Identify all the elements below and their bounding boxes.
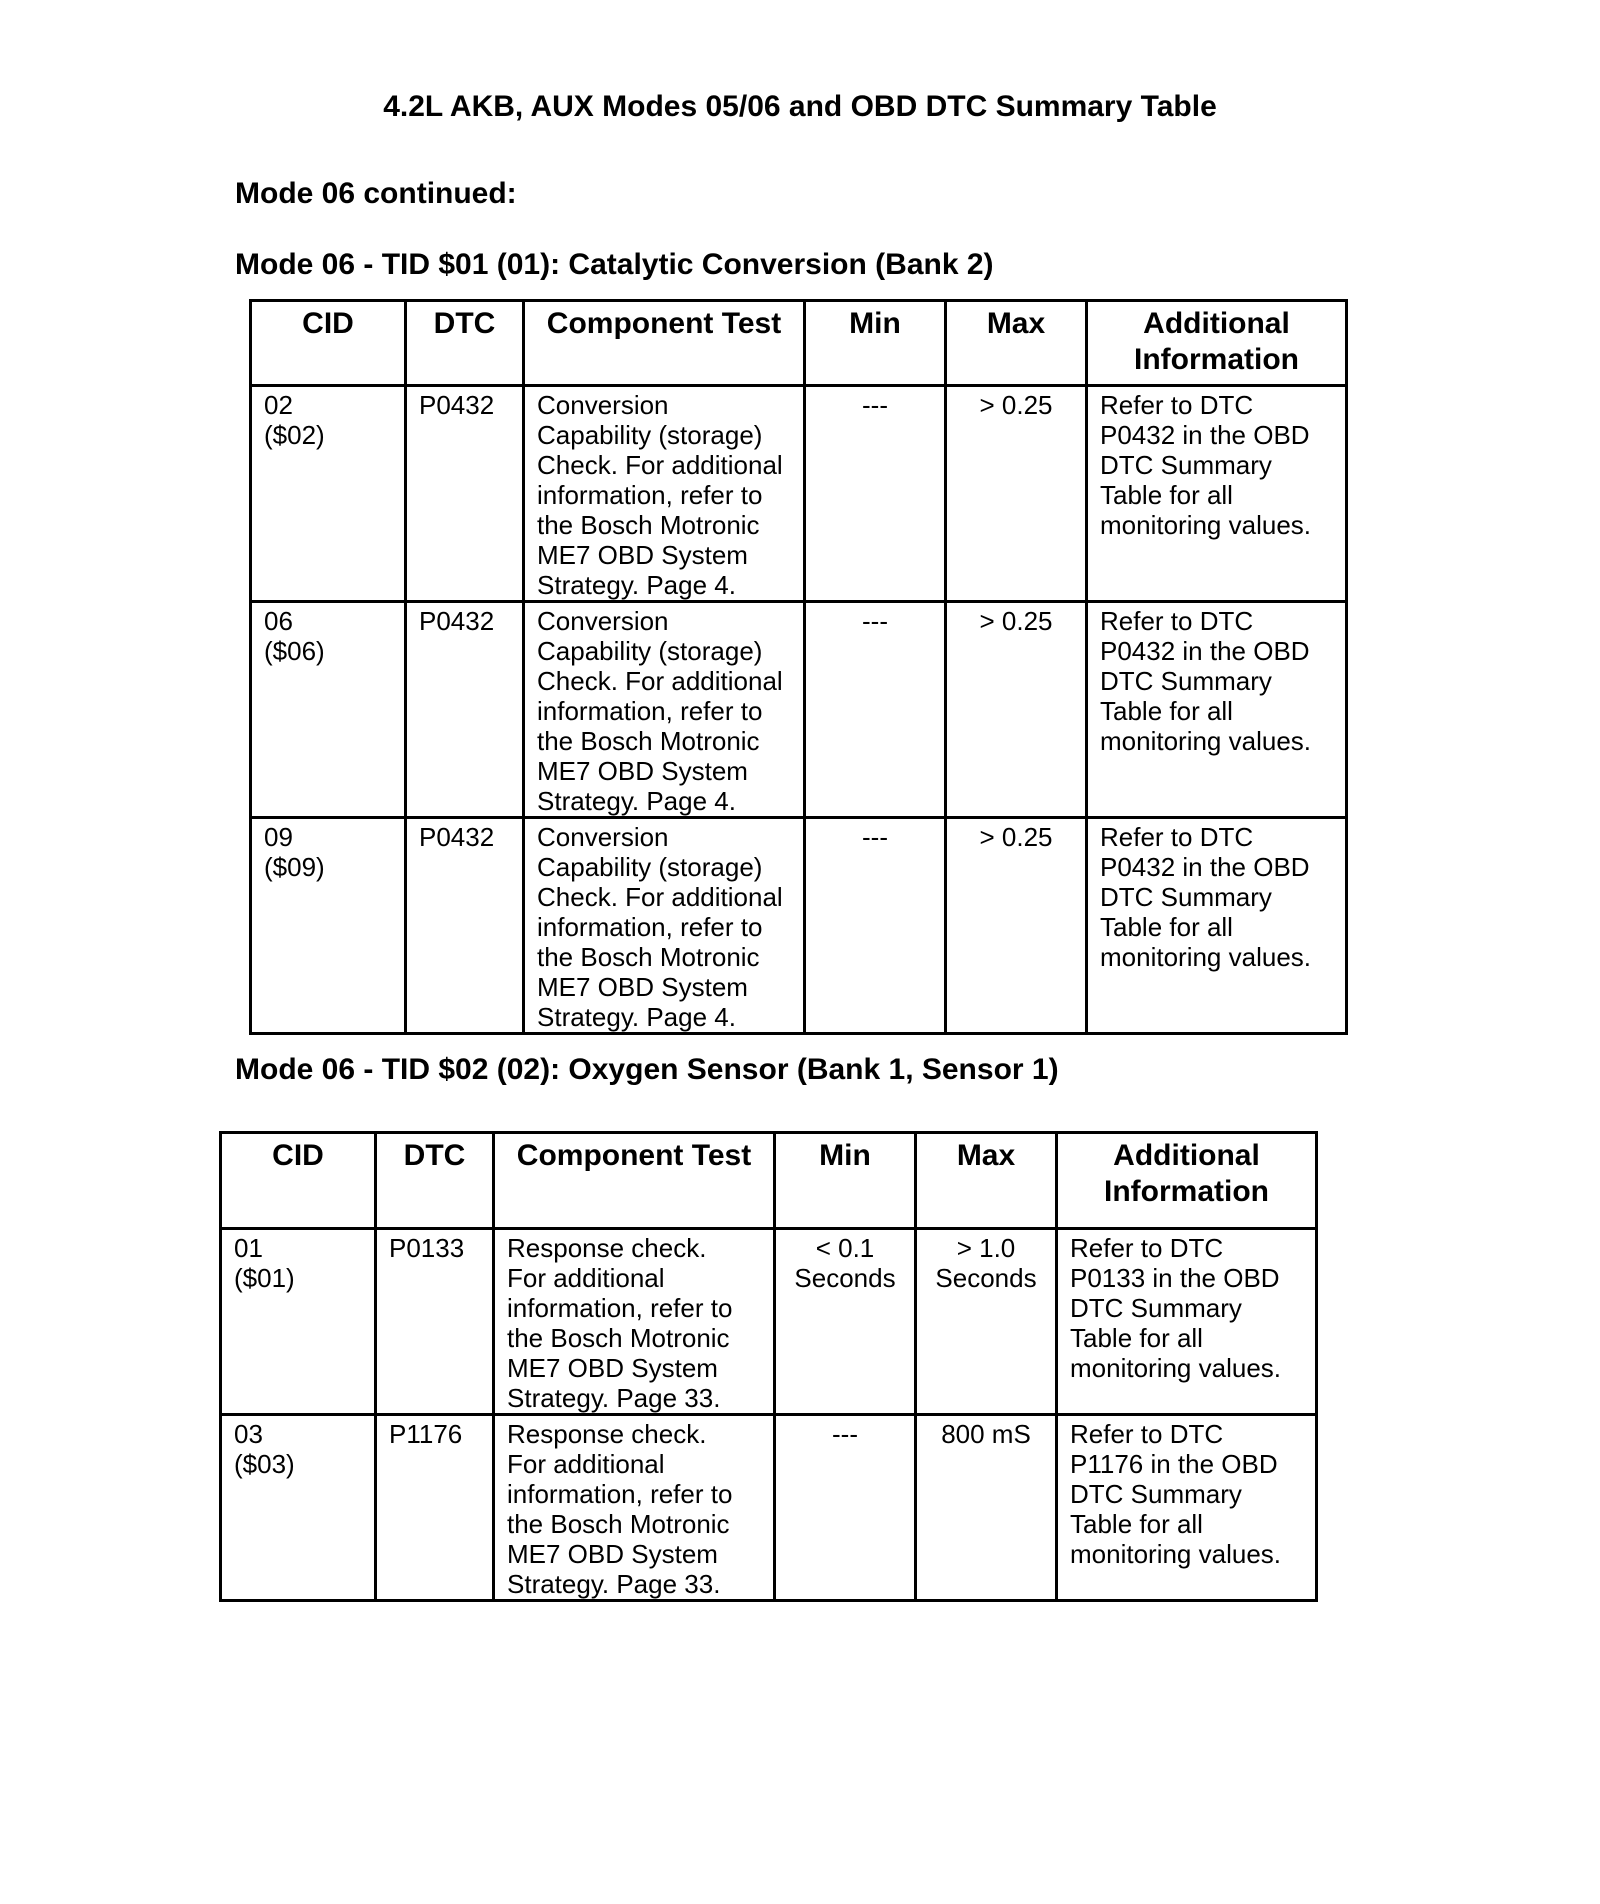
additional-info-cell: Refer to DTC P1176 in the OBD DTC Summary Table for all monitoring values. bbox=[1057, 1415, 1317, 1601]
component-test-cell: Conversion Capability (storage) Check. For additional information, refer to the Bosch Motronic ME7 OBD System Strategy. Page 4. bbox=[524, 818, 805, 1034]
min-cell: --- bbox=[805, 602, 946, 818]
col-header-additional-info: Additional Information bbox=[1087, 301, 1347, 386]
table-row bbox=[221, 1415, 1317, 1601]
col-header-dtc: DTC bbox=[376, 1133, 494, 1229]
additional-info-cell: Refer to DTC P0432 in the OBD DTC Summary Table for all monitoring values. bbox=[1087, 602, 1347, 818]
table-row bbox=[221, 1229, 1317, 1415]
col-header-component-test: Component Test bbox=[494, 1133, 775, 1229]
section1-heading: Mode 06 - TID $01 (01): Catalytic Conversion (Bank 2) bbox=[235, 248, 994, 281]
col-header-cid: CID bbox=[251, 301, 406, 386]
additional-info-cell: Refer to DTC P0133 in the OBD DTC Summary Table for all monitoring values. bbox=[1057, 1229, 1317, 1415]
table-row bbox=[251, 602, 1347, 818]
component-test-cell: Response check. For additional information, refer to the Bosch Motronic ME7 OBD System Strategy. Page 33. bbox=[494, 1415, 775, 1601]
additional-info-cell: Refer to DTC P0432 in the OBD DTC Summary Table for all monitoring values. bbox=[1087, 386, 1347, 602]
cid-cell: 03 ($03) bbox=[221, 1415, 376, 1601]
max-cell: > 0.25 bbox=[946, 818, 1087, 1034]
cid-cell: 01 ($01) bbox=[221, 1229, 376, 1415]
col-header-max: Max bbox=[916, 1133, 1057, 1229]
dtc-cell: P0432 bbox=[406, 386, 524, 602]
table-header-row bbox=[221, 1133, 1317, 1229]
col-header-max: Max bbox=[946, 301, 1087, 386]
oxygen-sensor-table bbox=[219, 1131, 1318, 1602]
additional-info-cell: Refer to DTC P0432 in the OBD DTC Summary Table for all monitoring values. bbox=[1087, 818, 1347, 1034]
section2-heading: Mode 06 - TID $02 (02): Oxygen Sensor (Bank 1, Sensor 1) bbox=[235, 1053, 1059, 1086]
component-test-cell: Conversion Capability (storage) Check. For additional information, refer to the Bosch Motronic ME7 OBD System Strategy. Page 4. bbox=[524, 602, 805, 818]
page-title: 4.2L AKB, AUX Modes 05/06 and OBD DTC Summary Table bbox=[383, 90, 1217, 123]
component-test-cell: Conversion Capability (storage) Check. For additional information, refer to the Bosch Motronic ME7 OBD System Strategy. Page 4. bbox=[524, 386, 805, 602]
min-cell: < 0.1 Seconds bbox=[775, 1229, 916, 1415]
col-header-min: Min bbox=[775, 1133, 916, 1229]
dtc-cell: P1176 bbox=[376, 1415, 494, 1601]
table-header-row bbox=[251, 301, 1347, 386]
continued-heading: Mode 06 continued: bbox=[235, 177, 517, 210]
col-header-min: Min bbox=[805, 301, 946, 386]
cid-cell: 06 ($06) bbox=[251, 602, 406, 818]
table-row bbox=[251, 386, 1347, 602]
dtc-cell: P0432 bbox=[406, 818, 524, 1034]
table-row bbox=[251, 818, 1347, 1034]
min-cell: --- bbox=[775, 1415, 916, 1601]
cid-cell: 02 ($02) bbox=[251, 386, 406, 602]
max-cell: > 0.25 bbox=[946, 386, 1087, 602]
max-cell: 800 mS bbox=[916, 1415, 1057, 1601]
dtc-cell: P0432 bbox=[406, 602, 524, 818]
min-cell: --- bbox=[805, 386, 946, 602]
cid-cell: 09 ($09) bbox=[251, 818, 406, 1034]
col-header-component-test: Component Test bbox=[524, 301, 805, 386]
col-header-dtc: DTC bbox=[406, 301, 524, 386]
col-header-cid: CID bbox=[221, 1133, 376, 1229]
max-cell: > 0.25 bbox=[946, 602, 1087, 818]
col-header-additional-info: Additional Information bbox=[1057, 1133, 1317, 1229]
component-test-cell: Response check. For additional information, refer to the Bosch Motronic ME7 OBD System Strategy. Page 33. bbox=[494, 1229, 775, 1415]
max-cell: > 1.0 Seconds bbox=[916, 1229, 1057, 1415]
catalytic-conversion-table bbox=[249, 299, 1348, 1035]
min-cell: --- bbox=[805, 818, 946, 1034]
dtc-cell: P0133 bbox=[376, 1229, 494, 1415]
